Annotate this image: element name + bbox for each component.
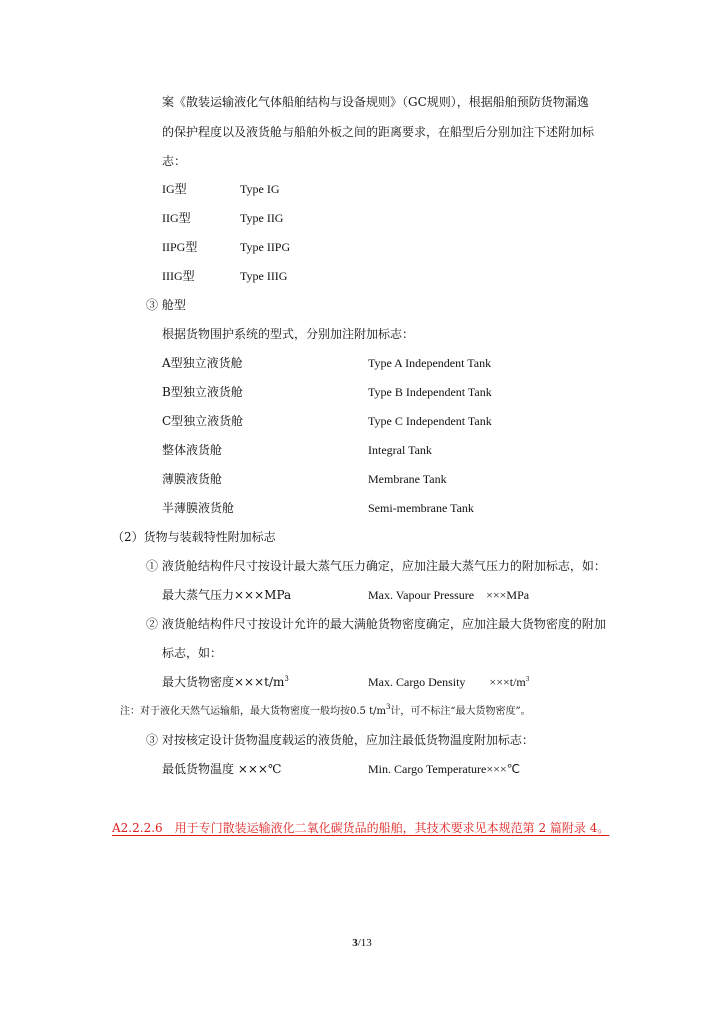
tank-type-cn: 薄膜液货舱 — [162, 472, 223, 486]
page-number: 3/13 — [352, 937, 372, 949]
vapour-pressure-cn: 最大蒸气压力×××MPa — [162, 588, 292, 602]
ship-type-en: Type IIIG — [240, 269, 288, 283]
tank-intro: 根据货物围护系统的型式，分别加注附加标志： — [162, 327, 415, 341]
tank-heading: ③ 舱型 — [146, 298, 186, 312]
ship-type-cn: IG型 — [162, 182, 187, 196]
tank-type-en: Integral Tank — [368, 443, 432, 457]
tank-type-en: Semi-membrane Tank — [368, 501, 474, 515]
ship-type-en: Type IIG — [240, 211, 284, 225]
cargo-heading: （2）货物与装载特性附加标志 — [112, 530, 276, 544]
tank-type-cn: C型独立液货舱 — [162, 414, 244, 428]
cargo-item-3: ③ 对按核定设计货物温度载运的液货舱，应加注最低货物温度附加标志： — [146, 733, 534, 747]
tank-type-en: Type A Independent Tank — [368, 356, 492, 370]
tank-type-cn: 整体液货舱 — [162, 443, 223, 457]
tank-type-cn: B型独立液货舱 — [162, 385, 243, 399]
tank-type-en: Type C Independent Tank — [368, 414, 492, 428]
ship-type-cn: IIPG型 — [162, 240, 198, 254]
tank-type-en: Type B Independent Tank — [368, 385, 492, 399]
ship-type-en: Type IG — [240, 182, 280, 196]
co2-carrier-clause: A2.2.2.6 用于专门散装运输液化二氧化碳货品的船舶，其技术要求见本规范第 2 篇附录 4。 — [112, 821, 610, 835]
vapour-pressure-en: Max. Vapour Pressure ×××MPa — [368, 588, 530, 602]
ship-type-cn: IIG型 — [162, 211, 191, 225]
ship-type-en: Type IIPG — [240, 240, 291, 254]
cargo-temperature-cn: 最低货物温度 ×××℃ — [162, 762, 282, 776]
cargo-density-cn: 最大货物密度$\times\times\times t/m^3$ — [162, 675, 289, 689]
intro-line-2: 的保护程度以及液货舱与船舶外板之间的距离要求，在船型后分别加注下述附加标 — [162, 125, 595, 139]
tank-type-en: Membrane Tank — [368, 472, 447, 486]
tank-type-cn: 半薄膜液货舱 — [162, 501, 235, 515]
tank-type-cn: A型独立液货舱 — [162, 356, 243, 370]
ship-type-cn: IIIG型 — [162, 269, 195, 283]
cargo-temperature-en: Min. Cargo Temperature×××℃ — [368, 762, 521, 776]
cargo-item-2-line-2: 标志，如： — [162, 646, 223, 660]
intro-line-1: 案《散装运输液化气体船舶结构与设备规则》（GC规则），根据船舶预防货物漏逸 — [162, 95, 589, 109]
cargo-density-en: Max. Cargo Density $\times\times\times t/m^3$ — [368, 675, 530, 689]
cargo-item-1: ① 液货舱结构件尺寸按设计最大蒸气压力确定，应加注最大蒸气压力的附加标志，如： — [146, 559, 606, 573]
intro-line-3: 志： — [162, 154, 187, 168]
cargo-item-2-line-1: ② 液货舱结构件尺寸按设计允许的最大满舱货物密度确定，应加注最大货物密度的附加 — [146, 617, 606, 631]
density-note: 注：对于液化天然气运输船，最大货物密度一般均按0.5 $t/m^3$计，可不标注“最大货物密度”。 — [120, 703, 531, 717]
